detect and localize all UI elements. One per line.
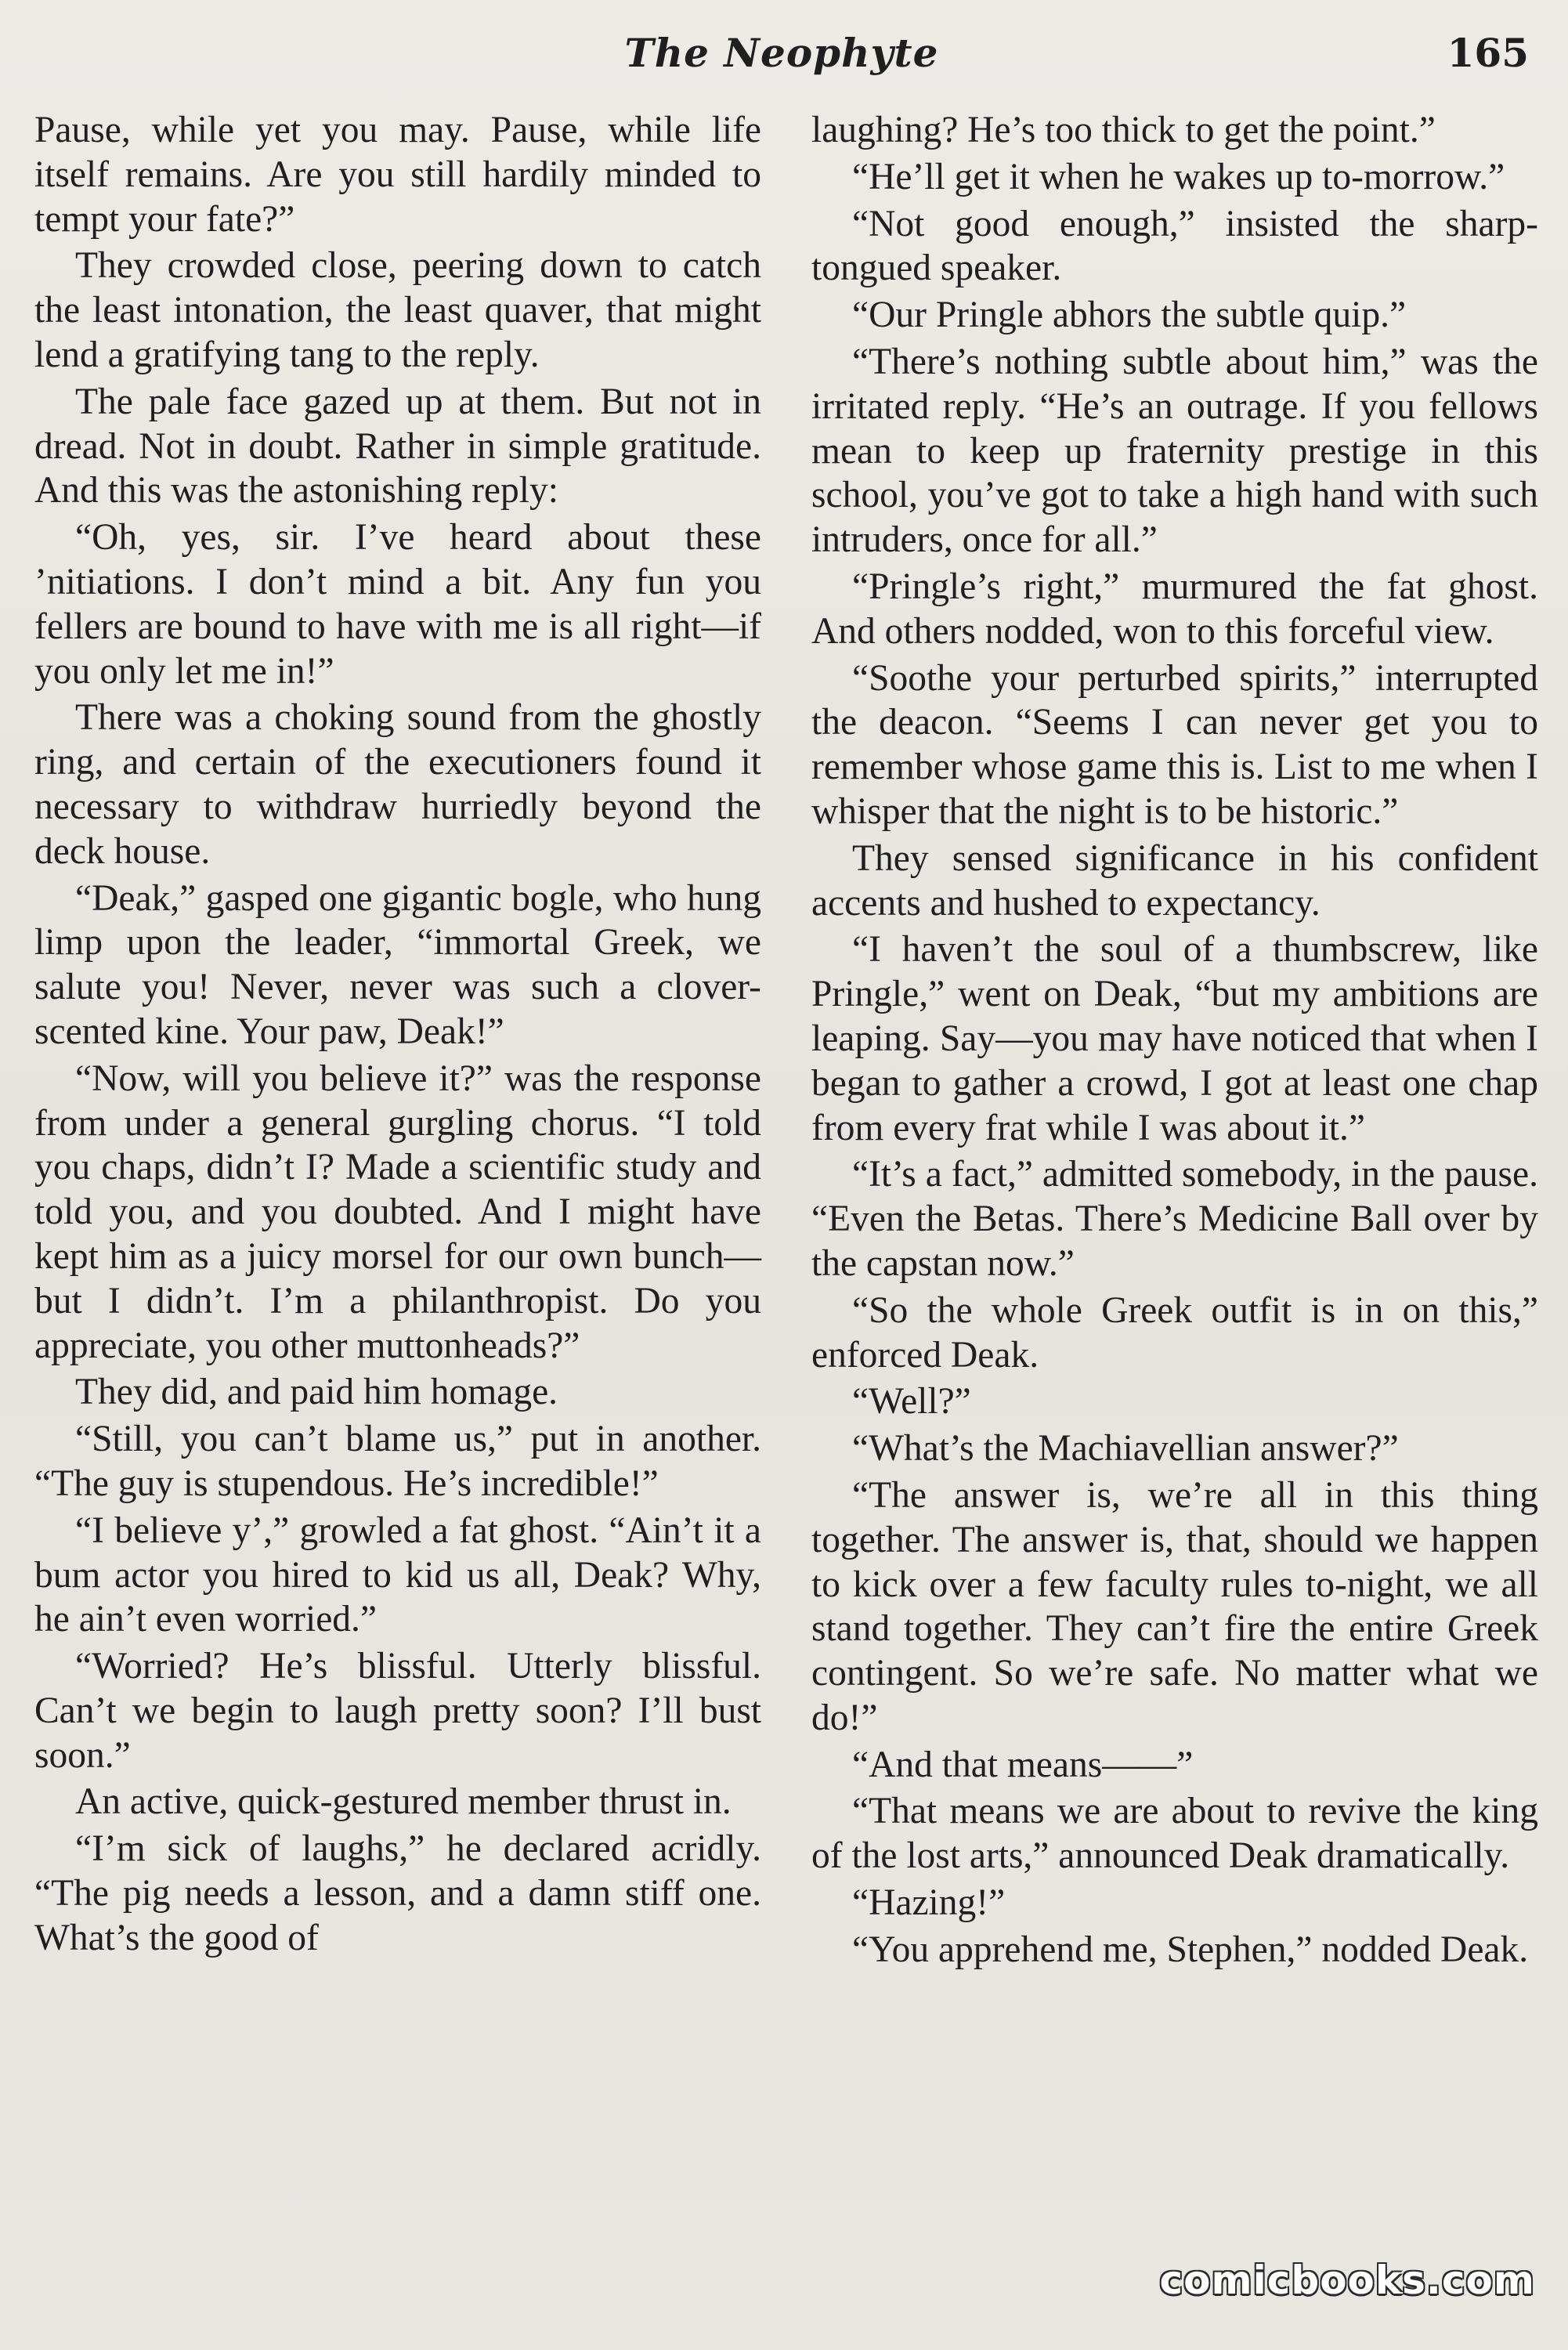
paragraph: They did, and paid him homage. [75,1372,558,1413]
paragraph: “I’m sick of laughs,” he declared acridly. “The pig needs a lesson, and a damn stiff one. What’s the good of [34,1828,761,1958]
paragraph: “Oh, yes, sir. I’ve heard about these ’nitiations. I don’t mind a bit. Any fun you fellers are bound to have with me is all right—if you only let me in!” [34,517,761,692]
paragraph: “I haven’t the soul of a thumbscrew, like Pringle,” went on Deak, “but my ambitions are leaping. Say—you may have noticed that when I began to gather a crowd, I got at least one chap from every frat while I was about it.” [811,929,1538,1148]
paragraph: “There’s nothing subtle about him,” was the irritated reply. “He’s an outrage. If you fellows mean to keep up fraternity prestige in this school, you’ve got to take a high hand with such intruders, once for all.” [811,341,1538,561]
paragraph: “He’ll get it when he wakes up to-morrow.” [852,156,1505,197]
right-column [811,108,1538,2325]
page-header [34,30,1529,85]
paragraph: “What’s the Machiavellian answer?” [852,1428,1399,1470]
paragraph: “I believe y’,” growled a fat ghost. “Ain’t it a bum actor you hired to kid us all, Deak? Why, he ain’t even worried.” [34,1509,761,1640]
paragraph: They sensed significance in his confident accents and hushed to expectancy. [811,837,1538,924]
paragraph: “Our Pringle abhors the subtle quip.” [852,295,1407,336]
paragraph: “Hazing!” [852,1882,1006,1924]
running-title: The Neophyte [624,30,939,76]
paragraph: There was a choking sound from the ghostly ring, and certain of the executioners found it necessary to withdraw hurriedly beyond the deck house. [34,697,761,872]
paragraph: “And that means——” [852,1744,1194,1785]
paragraph: Pause, while yet you may. Pause, while life itself remains. Are you still hardily minded to tempt your fate?” [34,110,761,240]
paragraph: “Deak,” gasped one gigantic bogle, who hung limp upon the leader, “immortal Greek, we salute you! Never, never was such a clover-scented kine. Your paw, Deak!” [34,877,761,1052]
paragraph: They crowded close, peering down to catch the least intonation, the least quaver, that might lend a gratifying tang to the reply. [34,245,761,375]
text-columns [34,108,1538,2325]
paragraph: “Now, will you believe it?” was the response from under a general gurgling chorus. “I told you chaps, didn’t I? Made a scientific study and told you, and you doubted. And I might have kept him as a juicy morsel for our own bunch—but I didn’t. I’m a philanthropist. Do you appreciate, you other muttonheads?” [34,1058,761,1366]
paragraph: “Still, you can’t blame us,” put in another. “The guy is stupendous. He’s incredible!” [34,1419,761,1504]
paragraph: “Pringle’s right,” murmured the fat ghost. And others nodded, won to this forceful view. [811,566,1538,652]
page-number: 165 [1447,30,1529,76]
paragraph: “Worried? He’s blissful. Utterly blissful. Can’t we begin to laugh pretty soon? I’ll bust soon.” [34,1646,761,1776]
site-watermark: comicbooks.com [1159,2258,1535,2303]
paragraph: “You apprehend me, Stephen,” nodded Deak. [852,1929,1529,1970]
paragraph: “That means we are about to revive the king of the lost arts,” announced Deak dramatically. [811,1791,1538,1877]
paragraph: “So the whole Greek outfit is in on this,” enforced Deak. [811,1289,1538,1376]
paragraph: “Well?” [852,1381,971,1423]
paragraph: The pale face gazed up at them. But not in dread. Not in doubt. Rather in simple gratitude. And this was the astonishing reply: [34,381,761,512]
paragraph: “It’s a fact,” admitted somebody, in the pause. “Even the Betas. There’s Medicine Ball over by the capstan now.” [811,1154,1538,1284]
paragraph: laughing? He’s too thick to get the point.” [811,110,1436,150]
paragraph: “Not good enough,” insisted the sharp-tongued speaker. [811,203,1538,289]
paragraph: An active, quick-gestured member thrust in. [75,1781,732,1823]
left-column [34,108,761,2325]
paragraph: “The answer is, we’re all in this thing together. The answer is, that, should we happen to kick over a few faculty rules to-night, we all stand together. They can’t fire the entire Greek contingent. So we’re safe. No matter what we do!” [811,1474,1538,1738]
paragraph: “Soothe your perturbed spirits,” interrupted the deacon. “Seems I can never get you to remember whose game this is. List to me when I whisper that the night is to be historic.” [811,657,1538,832]
